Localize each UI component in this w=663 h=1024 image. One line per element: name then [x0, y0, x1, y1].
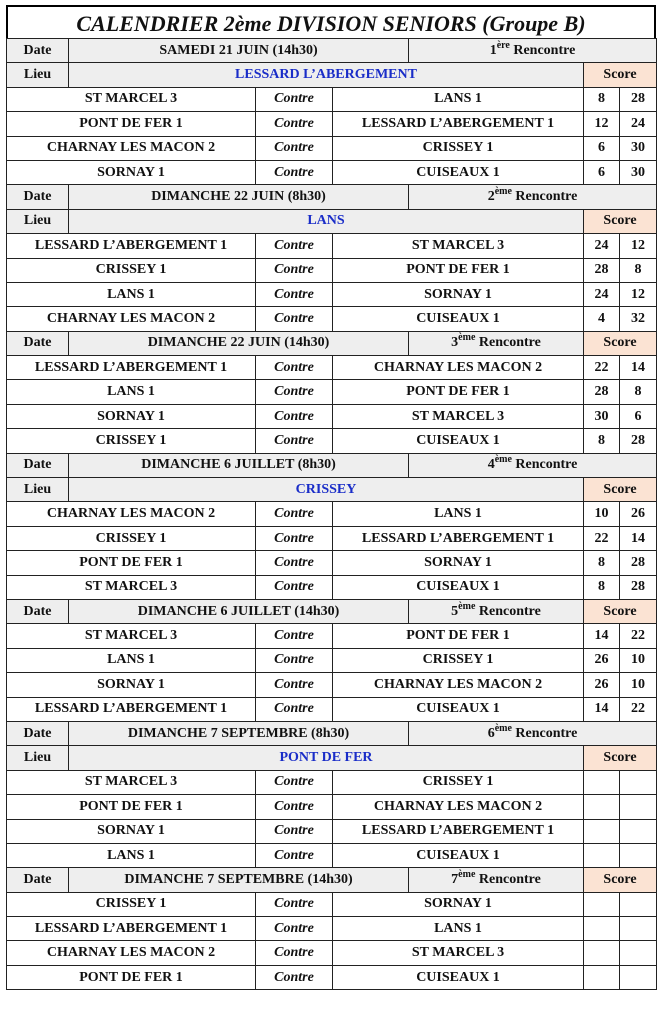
match-row [7, 136, 657, 160]
match-row [7, 697, 657, 721]
score-header: Score [584, 63, 657, 87]
venue-name: CRISSEY [69, 478, 584, 502]
home-team: CHARNAY LES MACON 2 [7, 941, 256, 965]
away-score [620, 917, 657, 941]
away-score: 8 [620, 258, 657, 282]
date-label: Date [7, 39, 69, 63]
home-score: 8 [584, 551, 620, 575]
home-team: PONT DE FER 1 [7, 112, 256, 136]
versus-label: Contre [256, 551, 333, 575]
round-number-suffix: ère [496, 39, 510, 51]
round-number-value: 1 [489, 42, 497, 58]
away-score: 30 [620, 136, 657, 160]
match-row [7, 843, 657, 867]
away-score: 28 [620, 551, 657, 575]
score-header: Score [584, 478, 657, 502]
round-date: DIMANCHE 6 JUILLET (8h30) [69, 453, 409, 477]
home-team: LANS 1 [7, 380, 256, 404]
home-team: ST MARCEL 3 [7, 770, 256, 794]
away-score [620, 819, 657, 843]
away-score: 6 [620, 404, 657, 428]
home-team: SORNAY 1 [7, 819, 256, 843]
venue-name: PONT DE FER [69, 746, 584, 770]
away-score [620, 843, 657, 867]
round-number-suffix: ème [458, 600, 476, 612]
home-score: 24 [584, 282, 620, 306]
round-date-row [7, 453, 657, 477]
versus-label: Contre [256, 234, 333, 258]
away-score [620, 892, 657, 916]
round-number-word: Rencontre [475, 335, 541, 351]
match-row [7, 624, 657, 648]
date-label: Date [7, 599, 69, 623]
round-date-row [7, 331, 657, 355]
home-score: 8 [584, 575, 620, 599]
home-team: LESSARD L’ABERGEMENT 1 [7, 234, 256, 258]
versus-label: Contre [256, 965, 333, 989]
away-team: CUISEAUX 1 [333, 160, 584, 184]
home-score: 6 [584, 136, 620, 160]
match-row [7, 380, 657, 404]
home-team: CHARNAY LES MACON 2 [7, 502, 256, 526]
round-date: SAMEDI 21 JUIN (14h30) [69, 39, 409, 63]
round-date: DIMANCHE 7 SEPTEMBRE (14h30) [69, 868, 409, 892]
round-date-row [7, 39, 657, 63]
match-row [7, 795, 657, 819]
away-team: SORNAY 1 [333, 282, 584, 306]
versus-label: Contre [256, 160, 333, 184]
away-score: 28 [620, 429, 657, 453]
home-score: 22 [584, 526, 620, 550]
versus-label: Contre [256, 380, 333, 404]
versus-label: Contre [256, 795, 333, 819]
home-team: CRISSEY 1 [7, 429, 256, 453]
home-score: 10 [584, 502, 620, 526]
schedule-body [7, 39, 657, 990]
home-score: 26 [584, 673, 620, 697]
score-header: Score [584, 209, 657, 233]
away-score: 24 [620, 112, 657, 136]
away-team: CUISEAUX 1 [333, 575, 584, 599]
away-team: LANS 1 [333, 502, 584, 526]
versus-label: Contre [256, 404, 333, 428]
calendar-sheet [6, 5, 656, 990]
versus-label: Contre [256, 941, 333, 965]
away-score: 22 [620, 697, 657, 721]
home-score [584, 770, 620, 794]
away-team: ST MARCEL 3 [333, 941, 584, 965]
away-score: 28 [620, 575, 657, 599]
home-team: LESSARD L’ABERGEMENT 1 [7, 917, 256, 941]
away-team: PONT DE FER 1 [333, 380, 584, 404]
round-number-suffix: ème [458, 868, 476, 880]
venue-name: LESSARD L’ABERGEMENT [69, 63, 584, 87]
home-score: 12 [584, 112, 620, 136]
home-score: 8 [584, 87, 620, 111]
away-score: 26 [620, 502, 657, 526]
match-row [7, 429, 657, 453]
lieu-label: Lieu [7, 478, 69, 502]
away-score: 30 [620, 160, 657, 184]
home-team: CHARNAY LES MACON 2 [7, 307, 256, 331]
away-team: LANS 1 [333, 917, 584, 941]
home-team: CRISSEY 1 [7, 258, 256, 282]
round-date-row [7, 599, 657, 623]
round-number [409, 39, 657, 63]
home-score [584, 819, 620, 843]
away-score: 8 [620, 380, 657, 404]
home-team: SORNAY 1 [7, 404, 256, 428]
away-team: CUISEAUX 1 [333, 697, 584, 721]
home-team: ST MARCEL 3 [7, 575, 256, 599]
home-score: 30 [584, 404, 620, 428]
away-score: 12 [620, 282, 657, 306]
versus-label: Contre [256, 282, 333, 306]
round-venue-row [7, 746, 657, 770]
date-label: Date [7, 331, 69, 355]
match-row [7, 917, 657, 941]
home-score [584, 795, 620, 819]
round-number [409, 868, 584, 892]
lieu-label: Lieu [7, 63, 69, 87]
match-row [7, 502, 657, 526]
venue-name: LANS [69, 209, 584, 233]
match-row [7, 112, 657, 136]
round-number-value: 6 [487, 725, 495, 741]
round-number-word: Rencontre [511, 725, 578, 741]
home-score: 28 [584, 380, 620, 404]
match-row [7, 160, 657, 184]
round-venue-row [7, 63, 657, 87]
home-team: LANS 1 [7, 843, 256, 867]
versus-label: Contre [256, 624, 333, 648]
match-row [7, 234, 657, 258]
score-header: Score [584, 868, 657, 892]
versus-label: Contre [256, 770, 333, 794]
away-score: 32 [620, 307, 657, 331]
versus-label: Contre [256, 112, 333, 136]
match-row [7, 551, 657, 575]
away-team: CUISEAUX 1 [333, 965, 584, 989]
round-number-suffix: ème [494, 186, 512, 198]
round-date: DIMANCHE 7 SEPTEMBRE (8h30) [69, 721, 409, 745]
versus-label: Contre [256, 258, 333, 282]
away-team: CUISEAUX 1 [333, 429, 584, 453]
round-number-word: Rencontre [475, 603, 541, 619]
away-team: CUISEAUX 1 [333, 307, 584, 331]
match-row [7, 404, 657, 428]
home-score: 14 [584, 697, 620, 721]
page-title: CALENDRIER 2ème DIVISION SENIORS (Groupe B) [6, 5, 656, 38]
round-date: DIMANCHE 6 JUILLET (14h30) [69, 599, 409, 623]
away-team: LESSARD L’ABERGEMENT 1 [333, 526, 584, 550]
away-team: LANS 1 [333, 87, 584, 111]
home-score [584, 843, 620, 867]
home-score [584, 965, 620, 989]
match-row [7, 770, 657, 794]
round-number-value: 5 [451, 603, 459, 619]
away-team: LESSARD L’ABERGEMENT 1 [333, 819, 584, 843]
round-number [409, 453, 657, 477]
away-score: 28 [620, 87, 657, 111]
home-team: LANS 1 [7, 648, 256, 672]
date-label: Date [7, 185, 69, 209]
home-team: PONT DE FER 1 [7, 551, 256, 575]
away-team: CHARNAY LES MACON 2 [333, 356, 584, 380]
away-team: PONT DE FER 1 [333, 258, 584, 282]
away-team: ST MARCEL 3 [333, 234, 584, 258]
match-row [7, 258, 657, 282]
away-score [620, 770, 657, 794]
round-date: DIMANCHE 22 JUIN (8h30) [69, 185, 409, 209]
match-row [7, 356, 657, 380]
date-label: Date [7, 868, 69, 892]
match-row [7, 941, 657, 965]
round-venue-row [7, 478, 657, 502]
round-number-value: 4 [487, 457, 495, 473]
home-score: 4 [584, 307, 620, 331]
home-team: LESSARD L’ABERGEMENT 1 [7, 697, 256, 721]
versus-label: Contre [256, 307, 333, 331]
round-number-word: Rencontre [511, 457, 578, 473]
score-header: Score [584, 746, 657, 770]
versus-label: Contre [256, 356, 333, 380]
versus-label: Contre [256, 502, 333, 526]
away-team: CRISSEY 1 [333, 136, 584, 160]
round-number-suffix: ème [494, 454, 512, 466]
score-header: Score [584, 331, 657, 355]
versus-label: Contre [256, 673, 333, 697]
schedule-table [6, 38, 657, 990]
lieu-label: Lieu [7, 746, 69, 770]
versus-label: Contre [256, 697, 333, 721]
away-score [620, 795, 657, 819]
home-team: LANS 1 [7, 282, 256, 306]
versus-label: Contre [256, 917, 333, 941]
versus-label: Contre [256, 87, 333, 111]
round-number [409, 331, 584, 355]
versus-label: Contre [256, 575, 333, 599]
round-number [409, 185, 657, 209]
away-score: 22 [620, 624, 657, 648]
versus-label: Contre [256, 843, 333, 867]
home-score [584, 941, 620, 965]
away-team: CHARNAY LES MACON 2 [333, 673, 584, 697]
versus-label: Contre [256, 136, 333, 160]
away-team: CRISSEY 1 [333, 648, 584, 672]
match-row [7, 87, 657, 111]
away-score: 14 [620, 356, 657, 380]
round-number-value: 2 [487, 189, 495, 205]
home-score: 8 [584, 429, 620, 453]
home-score: 24 [584, 234, 620, 258]
match-row [7, 965, 657, 989]
round-number-value: 3 [451, 335, 459, 351]
home-score: 28 [584, 258, 620, 282]
home-team: CRISSEY 1 [7, 526, 256, 550]
home-team: LESSARD L’ABERGEMENT 1 [7, 356, 256, 380]
away-team: ST MARCEL 3 [333, 404, 584, 428]
away-team: SORNAY 1 [333, 551, 584, 575]
date-label: Date [7, 453, 69, 477]
match-row [7, 575, 657, 599]
versus-label: Contre [256, 429, 333, 453]
versus-label: Contre [256, 526, 333, 550]
away-team: CHARNAY LES MACON 2 [333, 795, 584, 819]
home-team: PONT DE FER 1 [7, 965, 256, 989]
round-venue-row [7, 209, 657, 233]
away-score: 10 [620, 673, 657, 697]
round-number-word: Rencontre [511, 189, 578, 205]
versus-label: Contre [256, 819, 333, 843]
versus-label: Contre [256, 648, 333, 672]
home-score [584, 917, 620, 941]
round-date: DIMANCHE 22 JUIN (14h30) [69, 331, 409, 355]
away-score [620, 941, 657, 965]
round-number-suffix: ème [458, 332, 476, 344]
round-number-value: 7 [451, 871, 459, 887]
home-team: PONT DE FER 1 [7, 795, 256, 819]
home-score: 26 [584, 648, 620, 672]
away-score: 14 [620, 526, 657, 550]
away-team: PONT DE FER 1 [333, 624, 584, 648]
away-team: CUISEAUX 1 [333, 843, 584, 867]
home-score: 14 [584, 624, 620, 648]
match-row [7, 648, 657, 672]
round-number [409, 599, 584, 623]
round-date-row [7, 185, 657, 209]
home-team: ST MARCEL 3 [7, 624, 256, 648]
away-score [620, 965, 657, 989]
away-score: 12 [620, 234, 657, 258]
away-team: LESSARD L’ABERGEMENT 1 [333, 112, 584, 136]
match-row [7, 526, 657, 550]
lieu-label: Lieu [7, 209, 69, 233]
match-row [7, 892, 657, 916]
versus-label: Contre [256, 892, 333, 916]
date-label: Date [7, 721, 69, 745]
round-number-suffix: ème [494, 722, 512, 734]
score-header: Score [584, 599, 657, 623]
match-row [7, 673, 657, 697]
round-date-row [7, 868, 657, 892]
home-score [584, 892, 620, 916]
home-score: 6 [584, 160, 620, 184]
home-team: CRISSEY 1 [7, 892, 256, 916]
away-score: 10 [620, 648, 657, 672]
match-row [7, 819, 657, 843]
home-team: ST MARCEL 3 [7, 87, 256, 111]
round-date-row [7, 721, 657, 745]
home-team: SORNAY 1 [7, 160, 256, 184]
away-team: CRISSEY 1 [333, 770, 584, 794]
away-team: SORNAY 1 [333, 892, 584, 916]
home-team: SORNAY 1 [7, 673, 256, 697]
round-number-word: Rencontre [475, 871, 541, 887]
round-number-word: Rencontre [509, 42, 576, 58]
home-score: 22 [584, 356, 620, 380]
round-number [409, 721, 657, 745]
match-row [7, 282, 657, 306]
match-row [7, 307, 657, 331]
home-team: CHARNAY LES MACON 2 [7, 136, 256, 160]
